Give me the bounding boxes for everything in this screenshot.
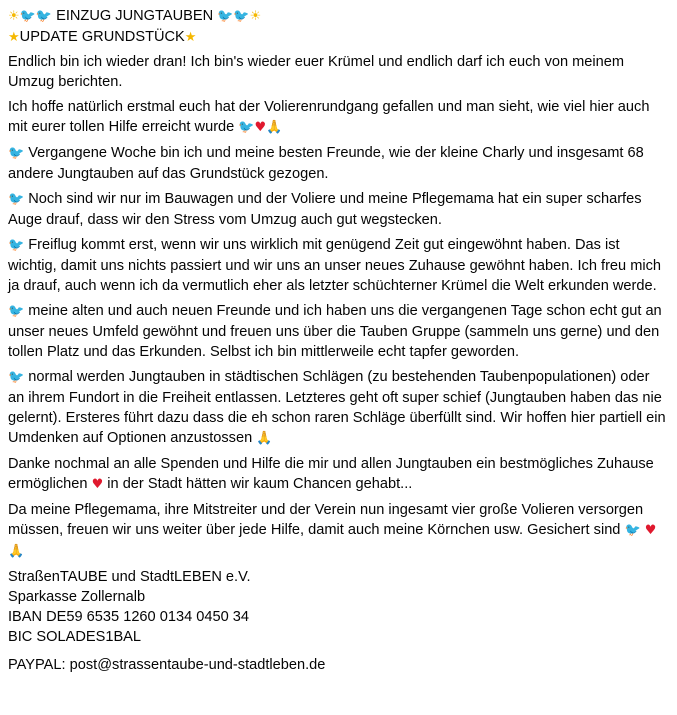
bird-icon: 🐦 <box>35 9 53 24</box>
iban: IBAN DE59 6535 1260 0134 0450 34 <box>8 609 249 625</box>
bank-name: Sparkasse Zollernalb <box>8 589 146 605</box>
paragraph-text: Freiflug kommt erst, wenn wir uns wirklich mit genügend Zeit gut eingewöhnt haben. Das ist wichtig, damit uns nichts passiert und wir uns an unser neues Zuhause gewöhnt haben. Ich freu mich ja drauf, auch wenn ich da vermutlich eher als letzter schüchterner Krümel die Welt erkunden werde. <box>8 237 662 294</box>
post-title-line <box>8 6 669 27</box>
bank-details <box>8 567 669 675</box>
paragraph-text: Danke nochmal an alle Spenden und Hilfe die mir und allen Jungtauben ein bestmögliches Zuhause ermöglichen <box>8 456 654 492</box>
bird-icon: 🐦 <box>19 9 36 24</box>
post-subtitle-line <box>8 27 669 48</box>
paragraph-moved <box>8 143 669 184</box>
bic: BIC SOLADES1BAL <box>8 629 142 645</box>
praying-hands-icon: 🙏 <box>8 544 25 559</box>
bottom-fade <box>0 705 677 715</box>
bird-icon: 🐦 <box>8 192 25 207</box>
bird-icon: 🐦 <box>238 120 255 135</box>
heart-icon: ♥ <box>644 523 657 538</box>
bird-icon: 🐦 <box>8 370 25 385</box>
paragraph-bauwagen <box>8 189 669 230</box>
paragraph-friends <box>8 301 669 362</box>
paragraph-support <box>8 500 669 562</box>
bird-icon: 🐦 <box>624 523 641 538</box>
paragraph-thanks <box>8 454 669 495</box>
post-title: EINZUG JUNGTAUBEN <box>56 8 214 24</box>
paragraph-text: normal werden Jungtauben in städtischen Schlägen (zu bestehenden Taubenpopulationen) oder an ihrem Fundort in die Freiheit entlassen. Letzteres geht oft super schief (Jungtauben haben das nie gelernt). Ersteres führt dazu dass die eh schon raren Schläge überfüllt sind. Wir hoffen hier partiell ein Umdenken auf Optionen anzustossen <box>8 369 666 446</box>
heart-icon: ♥ <box>254 120 267 135</box>
star-icon: ★ <box>8 30 20 45</box>
sun-icon: ☀ <box>8 9 20 24</box>
paragraph-text: meine alten und auch neuen Freunde und ich haben uns die vergangenen Tage schon echt gut an unser neues Umfeld gewöhnt und freuen uns über die Tauben Gruppe (sammeln uns gerne) und den tollen Platz und das Erkunden. Selbst ich bin mittlerweile echt tapfer geworden. <box>8 303 662 360</box>
paypal-line: PAYPAL: post@strassentaube-und-stadtleben.de <box>8 657 326 673</box>
paragraph-intro: Endlich bin ich wieder dran! Ich bin's wieder euer Krümel und endlich darf ich euch von meinem Umzug berichten. <box>8 54 625 90</box>
bird-icon: 🐦 <box>8 238 25 253</box>
bird-icon: 🐦 <box>8 146 25 161</box>
paragraph-text: Ich hoffe natürlich erstmal euch hat der Volierenrundgang gefallen und man sieht, wie viel hier auch mit eurer tollen Hilfe erreicht wurde <box>8 99 650 135</box>
paragraph-text: Noch sind wir nur im Bauwagen und der Voliere und meine Pflegemama hat ein super scharfes Auge drauf, dass wir den Stress vom Umzug auch gut wegstecken. <box>8 191 642 228</box>
star-icon: ★ <box>184 30 197 45</box>
heart-icon: ♥ <box>91 477 104 492</box>
praying-hands-icon: 🙏 <box>266 120 283 135</box>
bird-icon: 🐦 <box>233 9 250 24</box>
praying-hands-icon: 🙏 <box>256 431 273 446</box>
post-subtitle: UPDATE GRUNDSTÜCK <box>19 29 185 45</box>
bird-icon: 🐦 <box>217 9 234 24</box>
paragraph-freiflug <box>8 235 669 296</box>
paragraph-text: Vergangene Woche bin ich und meine besten Freunde, wie der kleine Charly und insgesamt 68 andere Jungtauben auf das Grundstück gezogen. <box>8 145 644 182</box>
paragraph-text: Da meine Pflegemama, ihre Mitstreiter und der Verein nun ingesamt vier große Volieren versorgen müssen, freuen wir uns weiter über jede Hilfe, damit auch meine Körnchen usw. Gesichert sind <box>8 502 644 538</box>
sun-icon: ☀ <box>249 9 262 24</box>
paragraph-tour <box>8 97 669 138</box>
paragraph-release <box>8 367 669 449</box>
bird-icon: 🐦 <box>8 304 25 319</box>
org-name: StraßenTAUBE und StadtLEBEN e.V. <box>8 569 251 585</box>
paragraph-text: in der Stadt hätten wir kaum Chancen gehabt... <box>107 476 413 492</box>
